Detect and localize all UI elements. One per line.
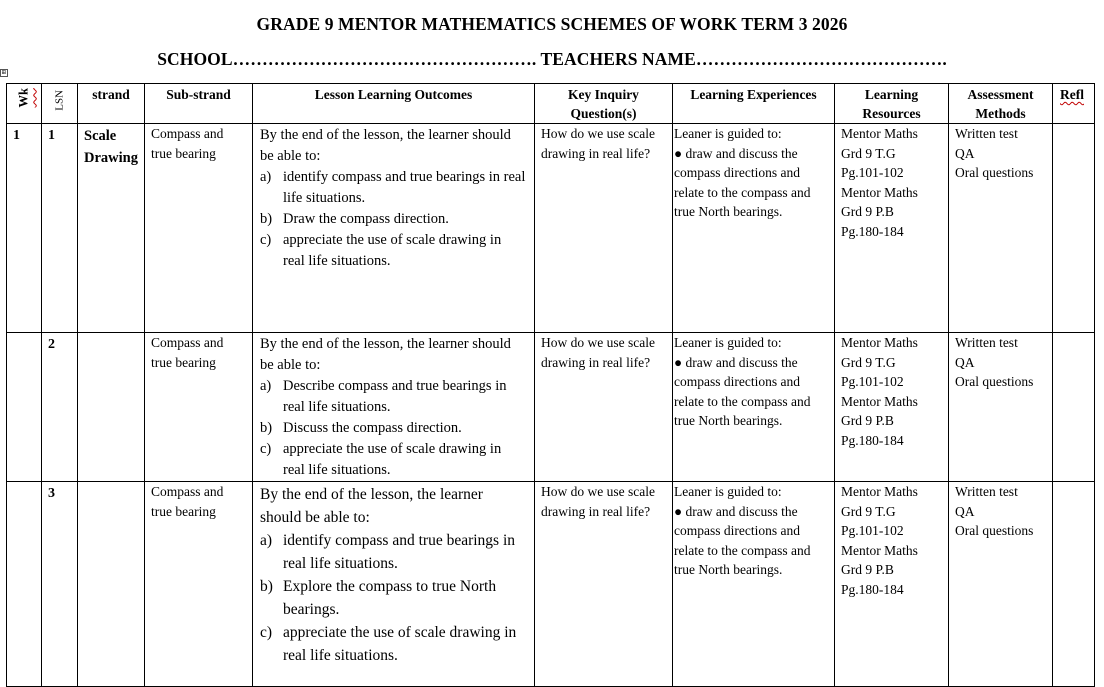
resource-line: Mentor Maths Grd 9 T.G — [841, 126, 918, 161]
school-teacher-line: SCHOOL……………………………………………. TEACHERS NAME……………………………………. — [157, 49, 947, 69]
strand-cell: Scale Drawing — [78, 124, 145, 333]
outcome-item — [260, 529, 526, 575]
experiences-cell — [673, 124, 835, 333]
resource-line: Mentor Maths Grd 9 P.B — [841, 542, 918, 577]
table-row — [7, 124, 1095, 333]
strand-cell — [78, 333, 145, 482]
experiences-intro: Leaner is guided to: — [674, 335, 782, 350]
header-inquiry: Key Inquiry Question(s) — [535, 84, 673, 124]
header-resources: Learning Resources — [835, 84, 949, 124]
lesson-cell: 3 — [42, 482, 78, 687]
outcome-marker: b) — [260, 211, 273, 227]
reflection-cell — [1053, 333, 1095, 482]
table-row — [7, 482, 1095, 687]
outcome-marker: a) — [260, 378, 272, 394]
header-lsn-label: LSN — [53, 90, 65, 111]
resource-line: Mentor Maths Grd 9 P.B — [841, 393, 918, 428]
outcome-text: appreciate the use of scale drawing in real life situations. — [283, 624, 517, 664]
resource-line: Pg.101-102 — [841, 165, 904, 180]
resources-cell — [835, 124, 949, 333]
outcome-item — [260, 167, 526, 209]
experiences-text: ● draw and discuss the compass directions and relate to the compass and true North bearings. — [674, 354, 811, 428]
outcomes-cell — [253, 124, 535, 333]
outcome-marker: c) — [260, 441, 272, 457]
outcome-item — [260, 230, 526, 272]
outcome-item — [260, 376, 526, 418]
resource-line: Pg.101-102 — [841, 523, 904, 538]
resource-line: Pg.180-184 — [841, 432, 904, 448]
assessment-line: Oral questions — [955, 165, 1034, 180]
outcome-item — [260, 209, 526, 230]
header-row — [7, 84, 1095, 124]
outcome-item — [260, 418, 526, 439]
assessment-cell — [949, 482, 1053, 687]
header-experiences: Learning Experiences — [673, 84, 835, 124]
assessment-line: QA — [955, 145, 975, 161]
assessment-line: Written test — [955, 126, 1018, 141]
assessment-line: QA — [955, 503, 975, 519]
outcomes-intro: By the end of the lesson, the learner should be able to: — [260, 486, 483, 526]
resources-cell — [835, 482, 949, 687]
inquiry-cell: How do we use scale drawing in real life? — [535, 482, 673, 687]
outcomes-list — [260, 529, 526, 667]
resource-line: Pg.180-184 — [841, 223, 904, 239]
outcomes-cell — [253, 482, 535, 687]
outcome-text: Describe compass and true bearings in real life situations. — [283, 378, 507, 415]
assessment-cell — [949, 333, 1053, 482]
inquiry-cell: How do we use scale drawing in real life? — [535, 333, 673, 482]
experiences-cell — [673, 482, 835, 687]
assessment-line: Written test — [955, 484, 1018, 499]
sub-strand-cell: Compass and true bearing — [145, 124, 253, 333]
header-reflection: Refl — [1053, 84, 1095, 124]
outcome-text: appreciate the use of scale drawing in real life situations. — [283, 441, 502, 478]
outcome-marker: b) — [260, 578, 273, 595]
outcomes-list — [260, 167, 526, 272]
outcome-marker: c) — [260, 232, 272, 248]
lesson-cell: 1 — [42, 124, 78, 333]
assessment-cell — [949, 124, 1053, 333]
experiences-cell — [673, 333, 835, 482]
header-lsn — [42, 84, 78, 124]
sub-strand-cell: Compass and true bearing — [145, 333, 253, 482]
week-cell: 1 — [7, 124, 42, 333]
header-strand: strand — [78, 84, 145, 124]
week-cell — [7, 333, 42, 482]
outcome-item — [260, 575, 526, 621]
assessment-line: QA — [955, 354, 975, 370]
resource-line: Mentor Maths Grd 9 T.G — [841, 335, 918, 370]
experiences-intro: Leaner is guided to: — [674, 484, 782, 499]
lesson-cell: 2 — [42, 333, 78, 482]
sub-strand-cell: Compass and true bearing — [145, 482, 253, 687]
outcome-text: identify compass and true bearings in real life situations. — [283, 532, 516, 572]
outcome-marker: a) — [260, 532, 273, 549]
resource-line: Pg.101-102 — [841, 374, 904, 389]
outcome-marker: c) — [260, 624, 273, 641]
outcomes-intro: By the end of the lesson, the learner should be able to: — [260, 336, 511, 373]
header-sub-strand: Sub-strand — [145, 84, 253, 124]
header-wk — [7, 84, 42, 124]
header-wk-label: Wk — [16, 88, 31, 108]
outcomes-cell — [253, 333, 535, 482]
outcomes-list — [260, 376, 526, 481]
assessment-line: Written test — [955, 335, 1018, 350]
outcome-marker: a) — [260, 169, 272, 185]
outcome-text: Explore the compass to true North bearings. — [283, 578, 497, 618]
reflection-cell — [1053, 124, 1095, 333]
document-title: GRADE 9 MENTOR MATHEMATICS SCHEMES OF WORK TERM 3 2026 — [256, 14, 848, 34]
outcome-text: Discuss the compass direction. — [283, 420, 462, 436]
week-cell — [7, 482, 42, 687]
resource-line: Pg.180-184 — [841, 581, 904, 597]
assessment-line: Oral questions — [955, 523, 1034, 538]
header-outcomes: Lesson Learning Outcomes — [253, 84, 535, 124]
header-assessment: Assessment Methods — [949, 84, 1053, 124]
outcome-marker: b) — [260, 420, 273, 436]
outcome-item — [260, 621, 526, 667]
outcome-text: appreciate the use of scale drawing in real life situations. — [283, 232, 502, 269]
resource-line: Mentor Maths Grd 9 P.B — [841, 184, 918, 219]
inquiry-cell: How do we use scale drawing in real life? — [535, 124, 673, 333]
outcome-text: Draw the compass direction. — [283, 211, 449, 227]
outcome-item — [260, 439, 526, 481]
outcomes-intro: By the end of the lesson, the learner should be able to: — [260, 127, 511, 164]
resources-cell — [835, 333, 949, 482]
reflection-cell — [1053, 482, 1095, 687]
outcome-text: identify compass and true bearings in real life situations. — [283, 169, 526, 206]
experiences-text: ● draw and discuss the compass directions and relate to the compass and true North bearings. — [674, 145, 811, 219]
scheme-of-work-table — [6, 83, 1095, 687]
table-move-handle-icon[interactable]: ⊞ — [1, 70, 7, 76]
resource-line: Mentor Maths Grd 9 T.G — [841, 484, 918, 519]
experiences-text: ● draw and discuss the compass directions and relate to the compass and true North bearings. — [674, 503, 811, 577]
experiences-intro: Leaner is guided to: — [674, 126, 782, 141]
table-row — [7, 333, 1095, 482]
strand-cell — [78, 482, 145, 687]
assessment-line: Oral questions — [955, 374, 1034, 389]
